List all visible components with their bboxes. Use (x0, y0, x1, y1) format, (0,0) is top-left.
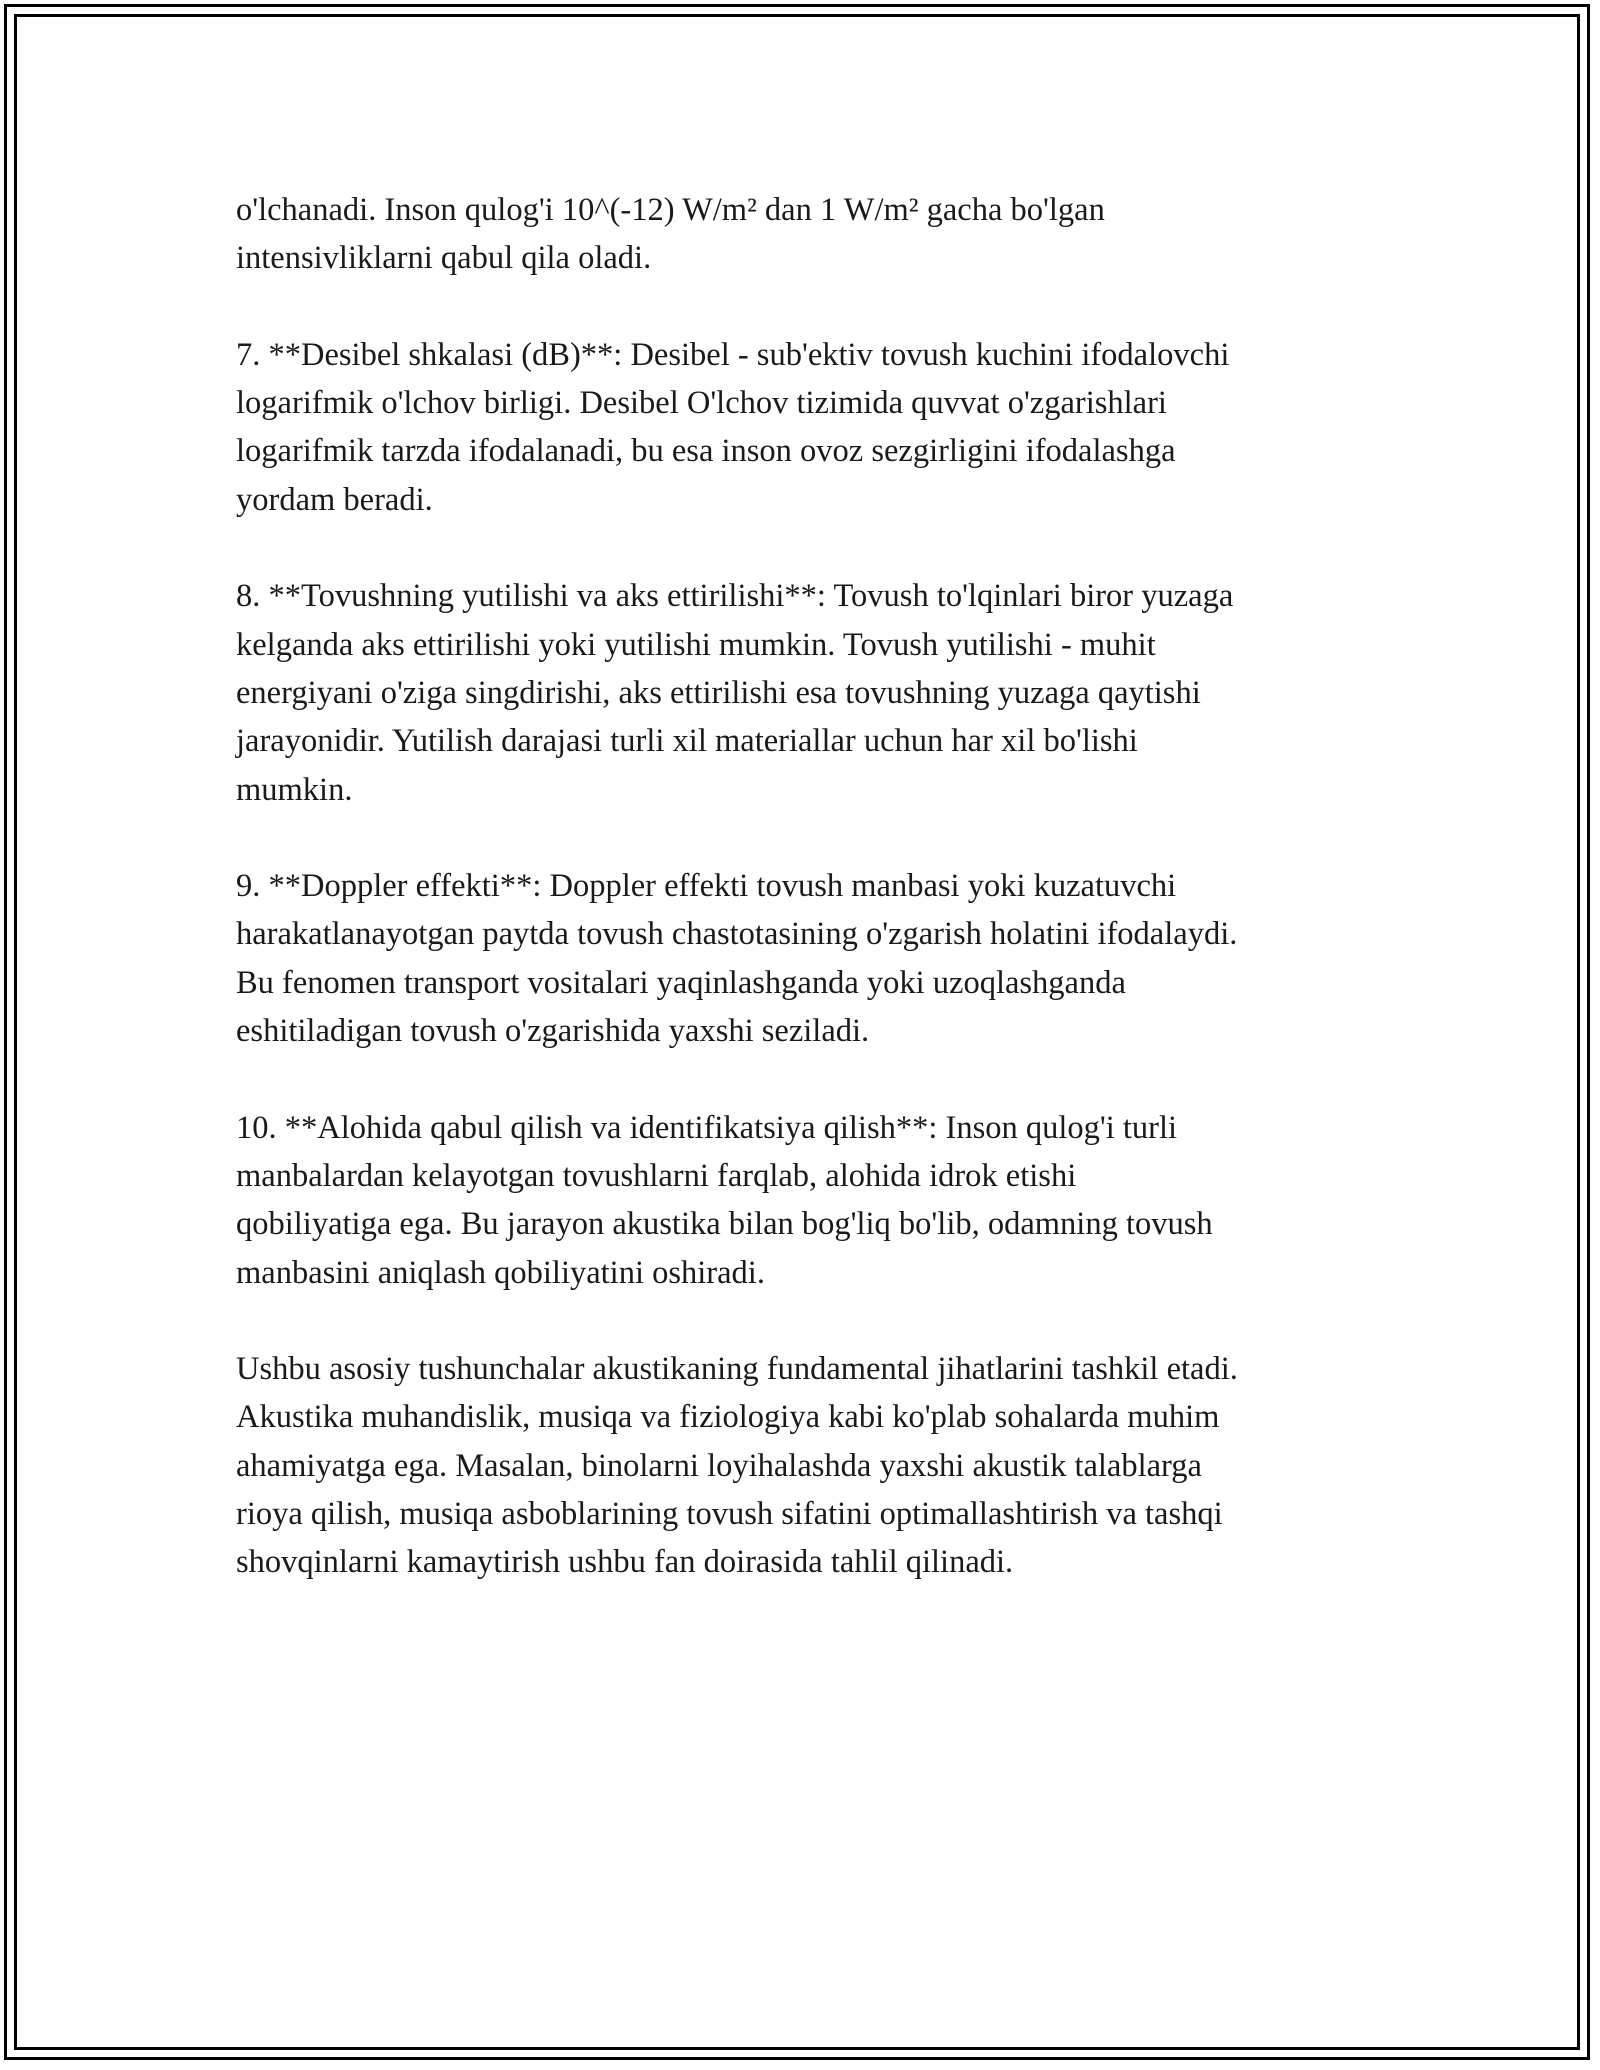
paragraph-absorption-reflection: 8. **Tovushning yutilishi va aks ettirilishi**: Tovush to'lqinlari biror yuzaga kelganda aks ettirilishi yoki yutilishi mumkin. Tovush yutilishi - muhit energiyani o'ziga singdirishi, aks ettirilishi esa tovushning yuzaga qaytishi jarayonidir. Yutilish darajasi turli xil materiallar uchun har xil bo'lishi mumkin. (236, 578, 1234, 808)
paragraph-separate-perception: 10. **Alohida qabul qilish va identifikatsiya qilish**: Inson qulog'i turli manbalardan kelayotgan tovushlarni farqlab, alohida idrok etishi qobiliyatiga ega. Bu jarayon akustika bilan bog'liq bo'lib, odamning tovush manbasini aniqlash qobiliyatini oshiradi. (236, 1109, 1213, 1291)
paragraph-conclusion: Ushbu asosiy tushunchalar akustikaning fundamental jihatlarini tashkil etadi. Akustika muhandislik, musiqa va fiziologiya kabi ko'plab sohalarda muhim ahamiyatga ega. Masalan, binolarni loyihalashda yaxshi akustik talablarga rioya qilish, musiqa asboblarining tovush sifatini optimallashtirish va tashqi shovqinlarni kamaytirish ushbu fan doirasida tahlil qilinadi. (236, 1351, 1238, 1581)
document-body (236, 186, 1376, 1635)
paragraph-decibel-scale: 7. **Desibel shkalasi (dB)**: Desibel - sub'ektiv tovush kuchini ifodalovchi logarifmik o'lchov birligi. Desibel O'lchov tizimida quvvat o'zgarishlari logarifmik tarzda ifodalanadi, bu esa inson ovoz sezgirligini ifodalashga yordam beradi. (236, 336, 1230, 518)
paragraph-intensity-continuation: o'lchanadi. Inson qulog'i 10^(-12) W/m² dan 1 W/m² gacha bo'lgan intensivliklarni qabul qila oladi. (236, 192, 1105, 277)
paragraph-doppler-effect: 9. **Doppler effekti**: Doppler effekti tovush manbasi yoki kuzatuvchi harakatlanayotgan paytda tovush chastotasining o'zgarish holatini ifodalaydi. Bu fenomen transport vositalari yaqinlashganda yoki uzoqlashganda eshitiladigan tovush o'zgarishida yaxshi seziladi. (236, 868, 1238, 1050)
